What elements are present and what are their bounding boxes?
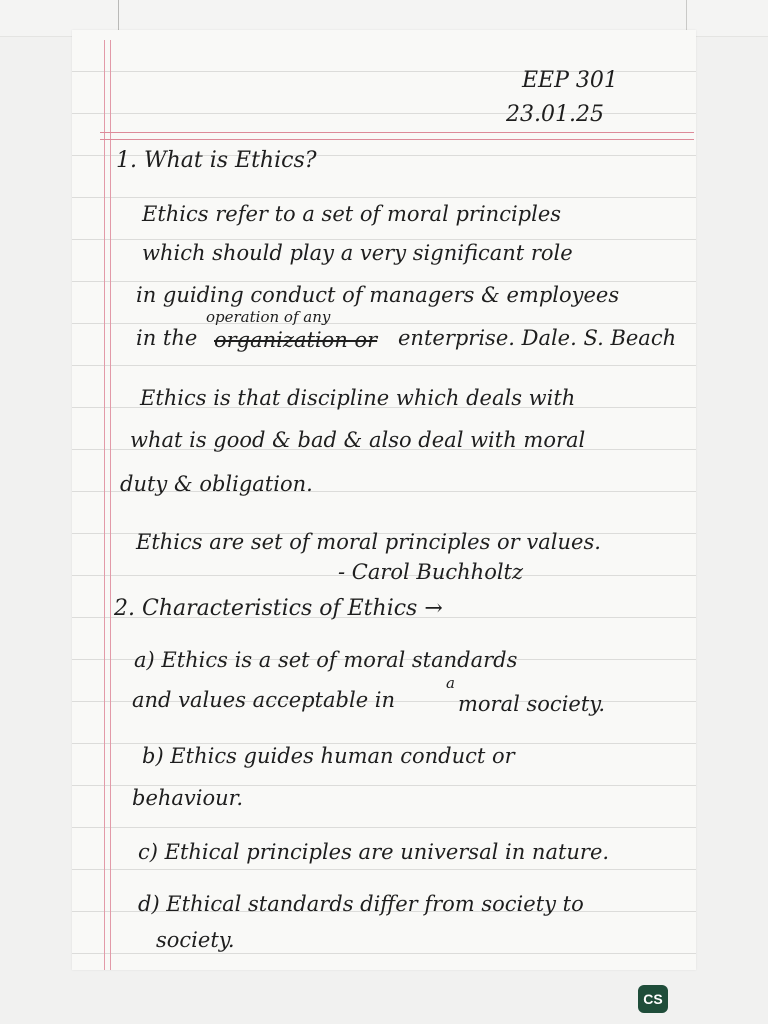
definition-3-line-1: Ethics are set of moral principles or values. bbox=[136, 530, 601, 554]
characteristic-a-line-1: a) Ethics is a set of moral standards bbox=[134, 648, 518, 672]
characteristic-b-line-2: behaviour. bbox=[132, 786, 244, 810]
characteristic-a-line-2-end: moral society. bbox=[458, 692, 606, 716]
camscanner-logo-icon: CS bbox=[638, 985, 668, 1013]
header-rule bbox=[100, 139, 694, 140]
definition-1-line-4-start: in the bbox=[136, 326, 198, 350]
definition-1-line-4-end: enterprise. Dale. S. Beach bbox=[398, 326, 677, 350]
header-rule bbox=[100, 132, 694, 133]
question-1-heading: 1. What is Ethics? bbox=[116, 148, 317, 173]
definition-2-line-1: Ethics is that discipline which deals with bbox=[140, 386, 576, 410]
definition-2-line-2: what is good & bad & also deal with moral bbox=[130, 428, 586, 452]
characteristic-b-line-1: b) Ethics guides human conduct or bbox=[142, 744, 515, 768]
definition-1-line-3: in guiding conduct of managers & employees bbox=[136, 283, 620, 307]
course-code: EEP 301 bbox=[522, 68, 618, 93]
characteristic-c-line-1: c) Ethical principles are universal in nature. bbox=[138, 840, 610, 864]
definition-1-line-2: which should play a very significant role bbox=[142, 241, 573, 265]
question-2-heading: 2. Characteristics of Ethics → bbox=[114, 596, 443, 621]
date: 23.01.25 bbox=[506, 102, 604, 127]
margin-line bbox=[104, 40, 105, 970]
definition-1-struck-text: organization or bbox=[214, 328, 378, 352]
characteristic-a-insert: a bbox=[446, 674, 455, 692]
characteristic-a-line-2-start: and values acceptable in bbox=[132, 688, 396, 712]
definition-1-line-1: Ethics refer to a set of moral principles bbox=[142, 202, 562, 226]
characteristic-d-line-2: society. bbox=[156, 928, 235, 952]
margin-line bbox=[110, 40, 111, 970]
definition-3-author: - Carol Buchholtz bbox=[338, 560, 524, 584]
definition-2-line-3: duty & obligation. bbox=[120, 472, 313, 496]
definition-1-insert: operation of any bbox=[206, 308, 331, 326]
characteristic-d-line-1: d) Ethical standards differ from society to bbox=[138, 892, 584, 916]
